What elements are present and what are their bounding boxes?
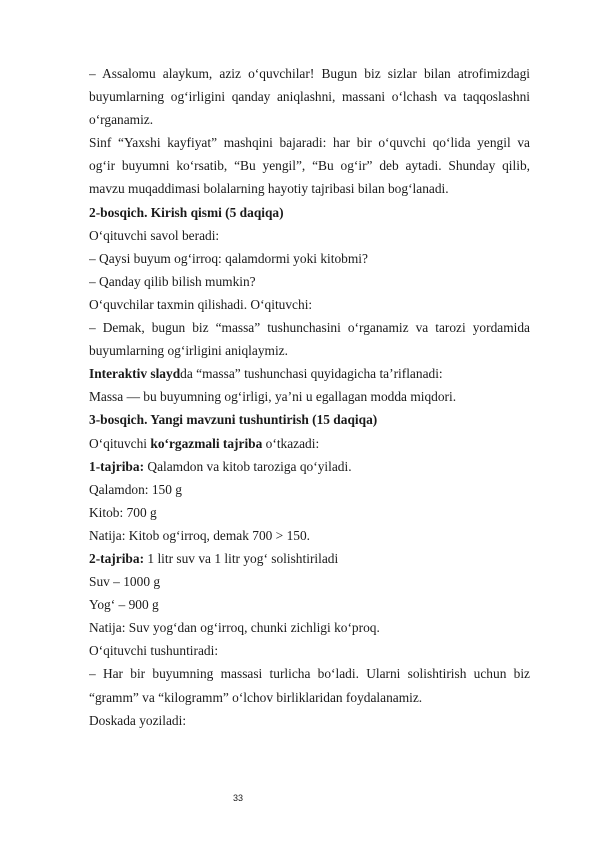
paragraph-line: – Har bir buyumning massasi turlicha bo‘ladi. Ularni solishtirish uchun biz [89, 666, 530, 682]
paragraph-line: O‘quvchilar taxmin qilishadi. O‘qituvchi: [89, 296, 313, 312]
line-text: da “massa” tushunchasi quyidagicha ta’riflanadi: [180, 366, 443, 382]
paragraph-line: – Demak, bugun biz “massa” tushunchasini o‘rganamiz va tarozi yordamida [89, 320, 530, 336]
line-text: Qalamdon va kitob taroziga qo‘yiladi. [144, 458, 352, 474]
paragraph-line: og‘ir buyumni ko‘rsatib, “Bu yengil”, “Bu og‘ir” deb aytadi. Shunday qilib, [89, 158, 530, 174]
line-text: 1 litr suv va 1 litr yog‘ solishtiriladi [144, 550, 339, 566]
heading-text: 3-bosqich. Yangi mavzuni tushuntirish (15 daqiqa) [89, 412, 378, 428]
line-text: o‘tkazadi: [262, 435, 320, 451]
paragraph-line [89, 547, 530, 570]
paragraph-line: “gramm” va “kilogramm” o‘lchov birliklaridan foydalanamiz. [89, 689, 423, 705]
page-number: 33 [233, 793, 244, 803]
paragraph-line: Qalamdon: 150 g [89, 481, 182, 497]
paragraph-line [89, 455, 530, 478]
document-page [89, 62, 530, 732]
line-text: O‘qituvchi [89, 435, 151, 451]
paragraph-line: O‘qituvchi savol beradi: [89, 227, 220, 243]
paragraph-line: Kitob: 700 g [89, 504, 157, 520]
heading-text: 2-bosqich. Kirish qismi (5 daqiqa) [89, 204, 284, 220]
paragraph-line: Massa — bu buyumning og‘irligi, ya’ni u egallagan modda miqdori. [89, 389, 457, 405]
paragraph-line: Doskada yoziladi: [89, 712, 187, 728]
paragraph-line [89, 432, 530, 455]
section-heading [89, 408, 530, 431]
paragraph-line: O‘qituvchi tushuntiradi: [89, 643, 219, 659]
bold-term: ko‘rgazmali tajriba [150, 435, 263, 451]
paragraph-line: – Qaysi buyum og‘irroq: qalamdormi yoki kitobmi? [89, 250, 368, 266]
paragraph-line: buyumlarning og‘irligini qanday aniqlashni, massani o‘lchash va taqqoslashni [89, 89, 530, 105]
paragraph-line [89, 362, 530, 385]
bold-term: Interaktiv slayd [89, 366, 181, 382]
paragraph-line: Natija: Kitob og‘irroq, demak 700 > 150. [89, 527, 311, 543]
paragraph-line: Natija: Suv yog‘dan og‘irroq, chunki zichligi ko‘proq. [89, 620, 380, 636]
experiment-label: 1-tajriba: [89, 458, 145, 474]
paragraph-line: Yog‘ – 900 g [89, 597, 159, 613]
paragraph-line: buyumlarning og‘irligini aniqlaymiz. [89, 343, 288, 359]
experiment-label: 2-tajriba: [89, 550, 145, 566]
section-heading [89, 201, 530, 224]
paragraph-line: – Assalomu alaykum, aziz o‘quvchilar! Bugun biz sizlar bilan atrofimizdagi [89, 66, 530, 81]
paragraph-line: Suv – 1000 g [89, 574, 161, 590]
paragraph-line: – Qanday qilib bilish mumkin? [89, 273, 256, 289]
paragraph-line: o‘rganamiz. [89, 112, 154, 128]
paragraph-line: Sinf “Yaxshi kayfiyat” mashqini bajaradi: har bir o‘quvchi qo‘lida yengil va [89, 135, 530, 151]
paragraph-line: mavzu muqaddimasi bolalarning hayotiy tajribasi bilan bog‘lanadi. [89, 181, 449, 197]
